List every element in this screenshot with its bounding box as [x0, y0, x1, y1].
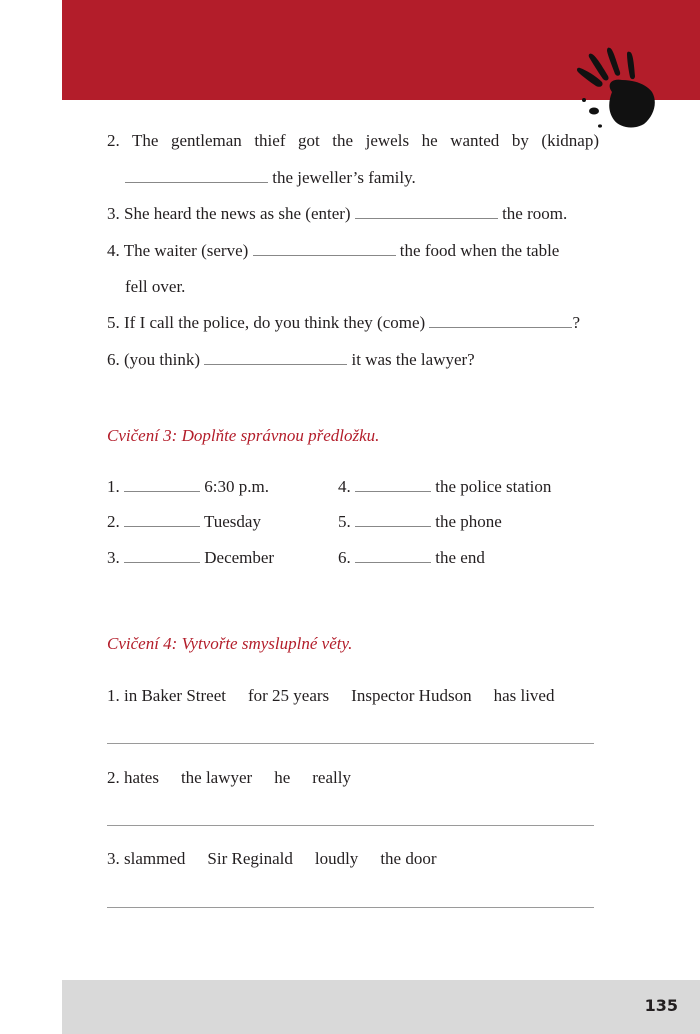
- sentence-2: [107, 767, 599, 789]
- word-chunk: Inspector Hudson: [351, 686, 472, 705]
- page-number: 135: [644, 996, 678, 1015]
- prep-item-3: 3. December: [107, 548, 275, 567]
- word-chunk: he: [274, 768, 291, 787]
- answer-blank[interactable]: [124, 548, 200, 563]
- exercise3-heading: Cvičení 3: Doplňte správnou předložku.: [107, 426, 380, 445]
- word-chunk: has lived: [493, 686, 555, 705]
- sentence-1: [107, 685, 599, 707]
- exercise2-item4-line2: fell over.: [125, 277, 186, 296]
- exercise2-item4: 4. The waiter (serve) the food when the table: [107, 241, 560, 260]
- word-chunk: for 25 years: [247, 686, 330, 705]
- word-chunk: really: [312, 768, 351, 787]
- handprint-icon: [572, 44, 658, 132]
- word-chunk: 1. in Baker Street: [107, 686, 226, 705]
- prep-item-2: 2. Tuesday: [107, 512, 261, 531]
- answer-blank[interactable]: [355, 477, 431, 492]
- page-footer: [62, 980, 700, 1034]
- answer-line-1[interactable]: [107, 743, 594, 744]
- answer-blank[interactable]: [355, 204, 498, 219]
- word-chunk: the door: [380, 849, 437, 868]
- sentence-3: [107, 848, 599, 870]
- answer-blank[interactable]: [125, 168, 268, 183]
- word-chunk: 2. hates: [107, 768, 159, 787]
- answer-line-3[interactable]: [107, 907, 594, 908]
- exercise2-item5: 5. If I call the police, do you think they (come) ?: [107, 313, 580, 332]
- prep-item-4: 4. the police station: [338, 477, 552, 496]
- answer-blank[interactable]: [124, 512, 200, 527]
- prep-item-5: 5. the phone: [338, 512, 502, 531]
- word-chunk: Sir Reginald: [207, 849, 293, 868]
- prep-item-1: 1. 6:30 p.m.: [107, 477, 269, 496]
- exercise2-item2-line2: the jeweller’s family.: [125, 167, 599, 189]
- answer-blank[interactable]: [204, 350, 347, 365]
- answer-blank[interactable]: [355, 512, 431, 527]
- word-chunk: the lawyer: [180, 768, 253, 787]
- exercise4-heading: Cvičení 4: Vytvořte smysluplné věty.: [107, 634, 353, 653]
- exercise2-item3: 3. She heard the news as she (enter) the room.: [107, 204, 568, 223]
- answer-blank[interactable]: [253, 241, 396, 256]
- word-chunk: 3. slammed: [107, 849, 186, 868]
- answer-blank[interactable]: [355, 548, 431, 563]
- answer-blank[interactable]: [429, 313, 572, 328]
- prep-item-6: 6. the end: [338, 548, 485, 567]
- word-chunk: loudly: [314, 849, 359, 868]
- answer-line-2[interactable]: [107, 825, 594, 826]
- answer-blank[interactable]: [124, 477, 200, 492]
- exercise2-item2-line1: 2. The gentleman thief got the jewels he wanted by (kidnap): [107, 131, 599, 150]
- exercise2-item6: 6. (you think) it was the lawyer?: [107, 350, 475, 369]
